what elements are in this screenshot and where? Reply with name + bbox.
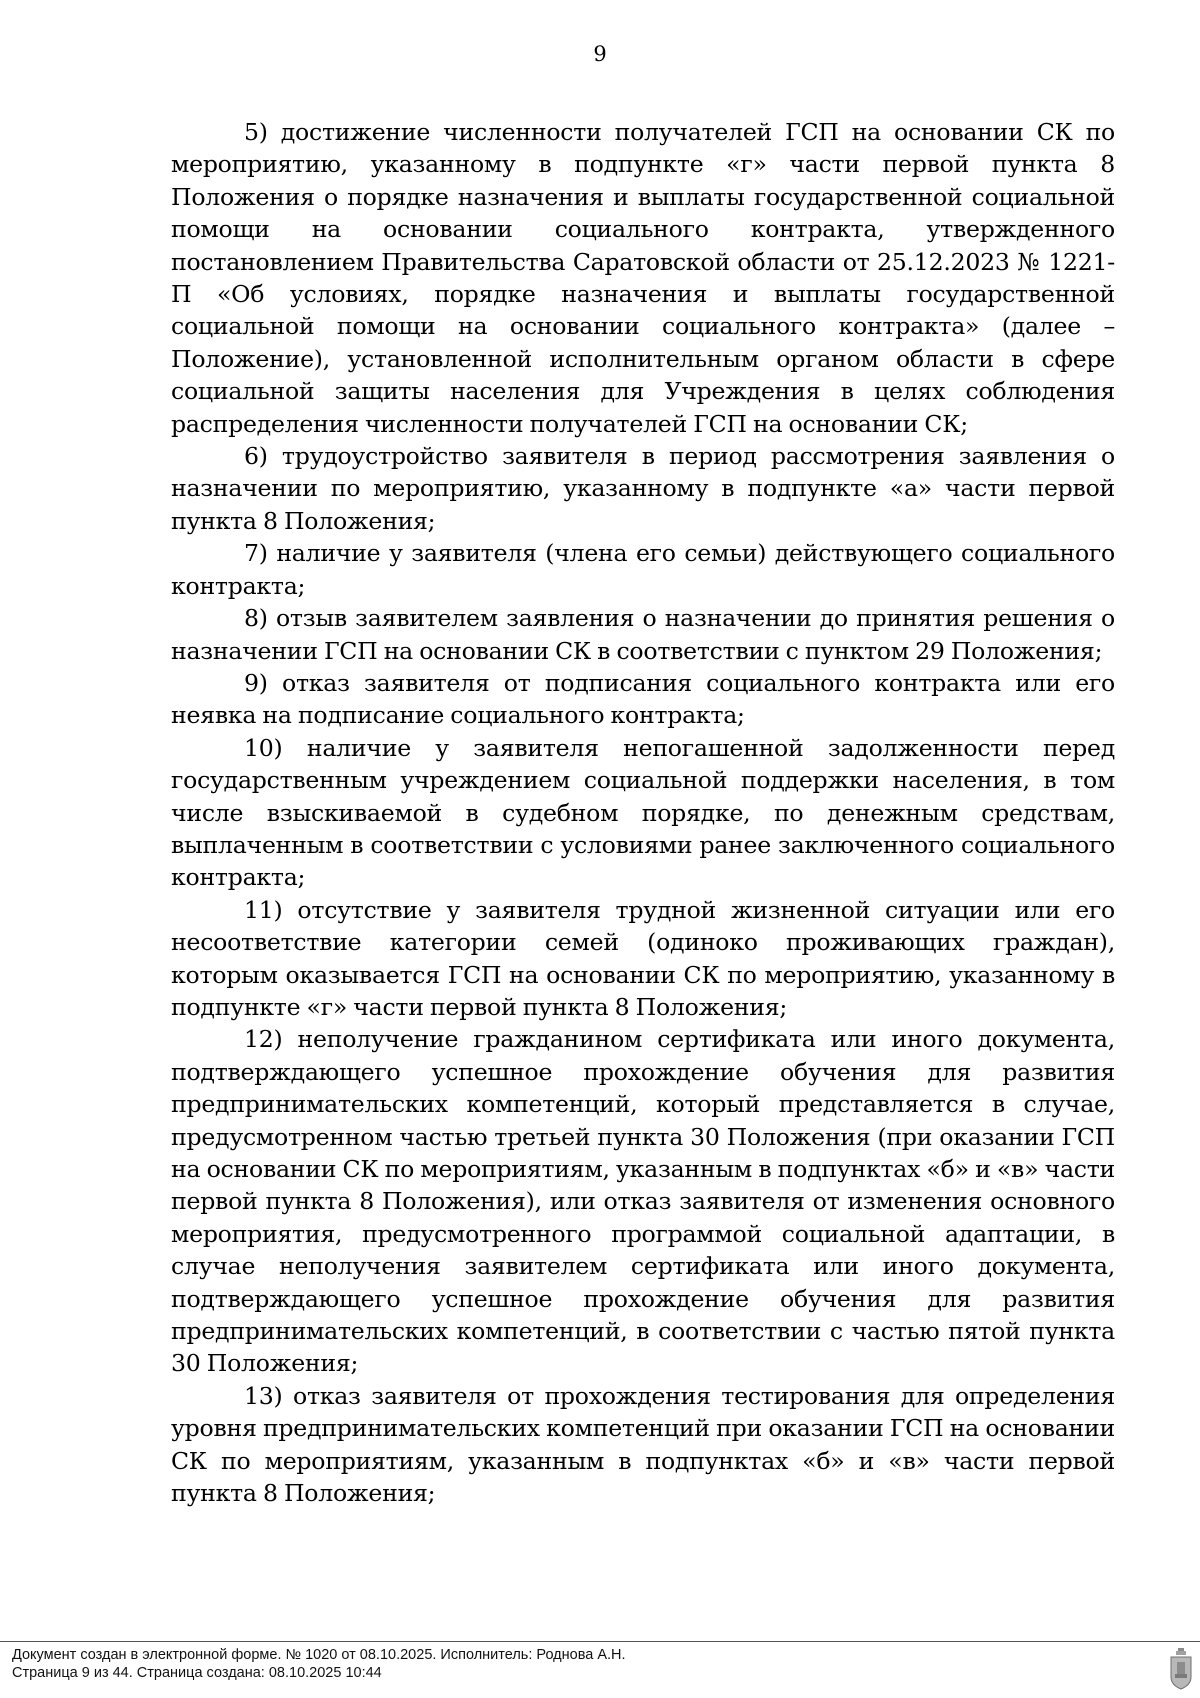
list-item-13: 13) отказ заявителя от прохождения тестирования для определения уровня предпринимательских компетенций при оказании ГСП на основании СК по мероприятиям, указанным в подпунктах «б» и «в» части первой пункта 8 Положения; <box>171 1381 1115 1508</box>
list-item-7: 7) наличие у заявителя (члена его семьи) действующего социального контракта; <box>171 539 1115 600</box>
list-item-8: 8) отзыв заявителем заявления о назначении до принятия решения о назначении ГСП на основании СК в соответствии с пунктом 29 Положения; <box>171 604 1115 665</box>
list-item-9: 9) отказ заявителя от подписания социального контракта или его неявка на подписание социального контракта; <box>171 668 1115 730</box>
coat-of-arms-icon <box>1168 1647 1194 1691</box>
document-body <box>171 116 1115 1509</box>
list-item-6: 6) трудоустройство заявителя в период рассмотрения заявления о назначении по мероприятию, указанному в подпункте «а» части первой пункта 8 Положения; <box>171 442 1115 535</box>
footer <box>12 1646 626 1682</box>
page-number: 9 <box>593 42 607 66</box>
list-item-12: 12) неполучение гражданином сертификата или иного документа, подтверждающего успешное прохождение обучения для развития предпринимательских компетенций, который представляется в случае, предусмотренном частью третьей пункта 30 Положения (при оказании ГСП на основании СК по мероприятиям, указанным в подпунктах «б» и «в» части первой пункта 8 Положения), или отказ заявителя от изменения основного мероприятия, предусмотренного программой социальной адаптации, в случае неполучения заявителем сертификата или иного документа, подтверждающего успешное прохождение обучения для развития предпринимательских компетенций, в соответствии с частью пятой пункта 30 Положения; <box>171 1025 1115 1378</box>
footer-document-info: Документ создан в электронной форме. № 1020 от 08.10.2025. Исполнитель: Роднова А.Н. <box>12 1647 626 1663</box>
footer-divider <box>0 1641 1200 1642</box>
list-item-5: 5) достижение численности получателей ГСП на основании СК по мероприятию, указанному в подпункте «г» части первой пункта 8 Положения о порядке назначения и выплаты государственной социальной помощи на основании социального контракта, утвержденного постановлением Правительства Саратовской области от 25.12.2023 № 1221-П «Об условиях, порядке назначения и выплаты государственной социальной помощи на основании социального контракта» (далее – Положение), установленной исполнительным органом области в сфере социальной защиты населения для Учреждения в целях соблюдения распределения численности получателей ГСП на основании СК; <box>171 118 1115 438</box>
list-item-11: 11) отсутствие у заявителя трудной жизненной ситуации или его несоответствие категории семей (одиноко проживающих граждан), которым оказывается ГСП на основании СК по мероприятию, указанному в подпункте «г» части первой пункта 8 Положения; <box>171 895 1115 1021</box>
list-item-10: 10) наличие у заявителя непогашенной задолженности перед государственным учреждением социальной поддержки населения, в том числе взыскиваемой в судебном порядке, по денежным средствам, выплаченным в соответствии с условиями ранее заключенного социального контракта; <box>171 733 1115 892</box>
footer-page-info: Страница 9 из 44. Страница создана: 08.10.2025 10:44 <box>12 1665 382 1681</box>
